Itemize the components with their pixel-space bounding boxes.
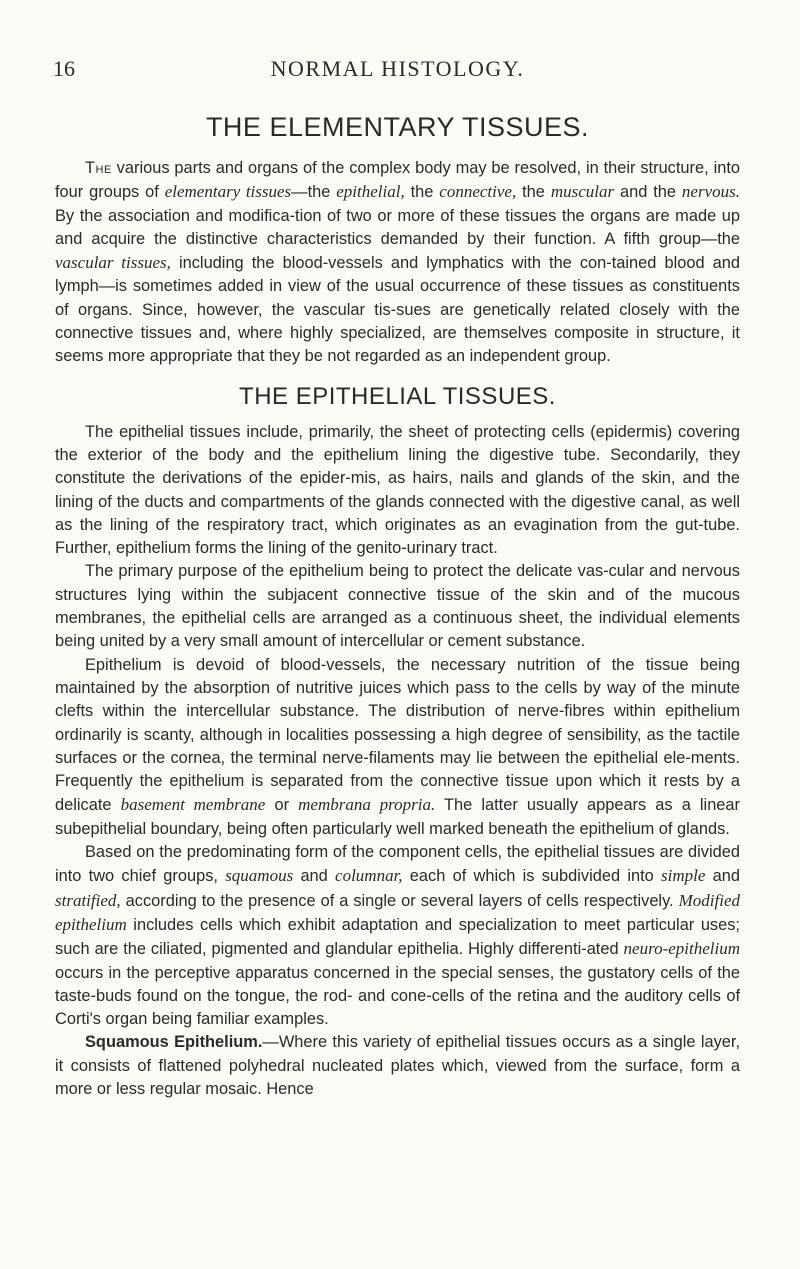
section-heading-elementary-tissues: THE ELEMENTARY TISSUES.	[205, 112, 590, 142]
text-run: —the	[291, 183, 337, 202]
paragraph-epithelial-4	[55, 841, 740, 1031]
text-run: the	[516, 183, 551, 202]
text-run: —Where this variety of epithelial tissues occurs as a single layer, it consists of flattened polyhedral nucleated plates which, viewed from the surface, form a more or less regular mosaic. Hence	[55, 1033, 740, 1098]
italic-term: connective,	[439, 182, 517, 202]
text-run: according to the presence of a single or several layers of cells respectively.	[120, 891, 679, 910]
text-run: Based on the predominating form of the component cells, the epithelial tissues are divided into two chief groups,	[55, 843, 740, 886]
italic-term: epithelial,	[336, 182, 405, 202]
text-run: and	[293, 867, 336, 886]
text-run: Epithelium is devoid of blood-vessels, the necessary nutrition of the tissue being maintained by the absorption of nutritive juices which pass to the cells by way of the minute clefts within the intercellular substance. The distribution of nerve-fibres within epithelium ordinarily is scanty, although in localities possessing a high degree of sensibility, as the tactile surfaces or the cornea, the terminal nerve-filaments may lie between the epithelial ele-ments. Frequently the epithelium is separated from the connective tissue upon which it rests by a delicate	[55, 655, 740, 815]
italic-term: columnar,	[335, 866, 403, 886]
text-run: various parts and organs of the complex body may be resolved, in their structure, into four groups of	[55, 159, 740, 202]
italic-term: stratified,	[55, 890, 121, 910]
text-run: The latter usually appears as a linear subepithelial boundary, being often particularly well marked beneath the epithelium of glands.	[55, 796, 740, 838]
italic-term: basement membrane	[120, 795, 266, 815]
italic-term: membrana propria.	[298, 795, 436, 815]
lead-word: The	[85, 159, 112, 177]
text-run: and the	[614, 183, 682, 202]
text-run: includes cells which exhibit adaptation and specialization to meet particular uses; such are the ciliated, pigmented and glandular epithelia. Highly differenti-ated	[55, 915, 740, 959]
italic-term: simple	[660, 866, 706, 886]
paragraph-epithelial-1: The epithelial tissues include, primarily, the sheet of protecting cells (epidermis) covering the exterior of the body and the epithelium lining the digestive tube. Secondarily, they constitute the derivations of the epider-mis, as hairs, nails and glands of the skin, and the lining of the ducts and compartments of the glands connected with the digestive canal, as well as the lining of the respiratory tract, which originates as an evagination from the gut-tube. Further, epithelium forms the lining of the genito-urinary tract.	[55, 422, 740, 558]
text-run: the	[404, 183, 440, 202]
section-heading-epithelial-tissues: THE EPITHELIAL TISSUES.	[239, 382, 556, 410]
page-number: 16	[53, 56, 75, 81]
running-head	[55, 56, 740, 86]
text-run: occurs in the perceptive apparatus concerned in the special senses, the gustatory cells of the taste-buds found on the tongue, the rod- and cone-cells of the retina and the auditory cells of Corti's organ being familiar examples.	[55, 963, 740, 1029]
text-run: or	[265, 796, 299, 815]
runin-heading-squamous: Squamous Epithelium.	[85, 1033, 263, 1052]
running-title: NORMAL HISTOLOGY.	[270, 56, 525, 81]
paragraph-epithelial-3	[55, 654, 740, 841]
italic-term: vascular tissues,	[55, 253, 171, 273]
italic-term: elementary tissues	[164, 182, 292, 202]
italic-term: neuro-epithelium	[623, 939, 740, 959]
paragraph-elementary-tissues	[55, 157, 740, 369]
text-run: including the blood-vessels and lymphatics with the con-tained blood and lymph—is sometimes added in view of the usual occurrence of these tissues as constituents of organs. Since, however, the vascular tis-sues are genetically related closely with the connective tissues and, where highly specialized, are themselves composite in structure, it seems more appropriate that they be not regarded as an independent group.	[55, 254, 740, 366]
text-run: and	[705, 867, 740, 886]
italic-term: squamous	[225, 866, 294, 886]
text-run: By the association and modifica-tion of two or more of these tissues the organs are made up and acquire the distinctive characteristics demanded by their function. A fifth group—the	[55, 206, 740, 248]
italic-term: muscular	[550, 182, 615, 202]
paragraph-squamous-epithelium	[55, 1031, 740, 1101]
italic-term: Modified epithelium	[55, 890, 740, 934]
text-run: each of which is subdivided into	[402, 867, 661, 886]
paragraph-epithelial-2: The primary purpose of the epithelium being to protect the delicate vas-cular and nervous structures lying within the subjacent connective tissue of the skin and of the mucous membranes, the epithelial cells are arranged as a continuous sheet, the individual elements being united by a very small amount of intercellular or cement substance.	[55, 562, 740, 651]
italic-term: nervous.	[681, 182, 740, 202]
